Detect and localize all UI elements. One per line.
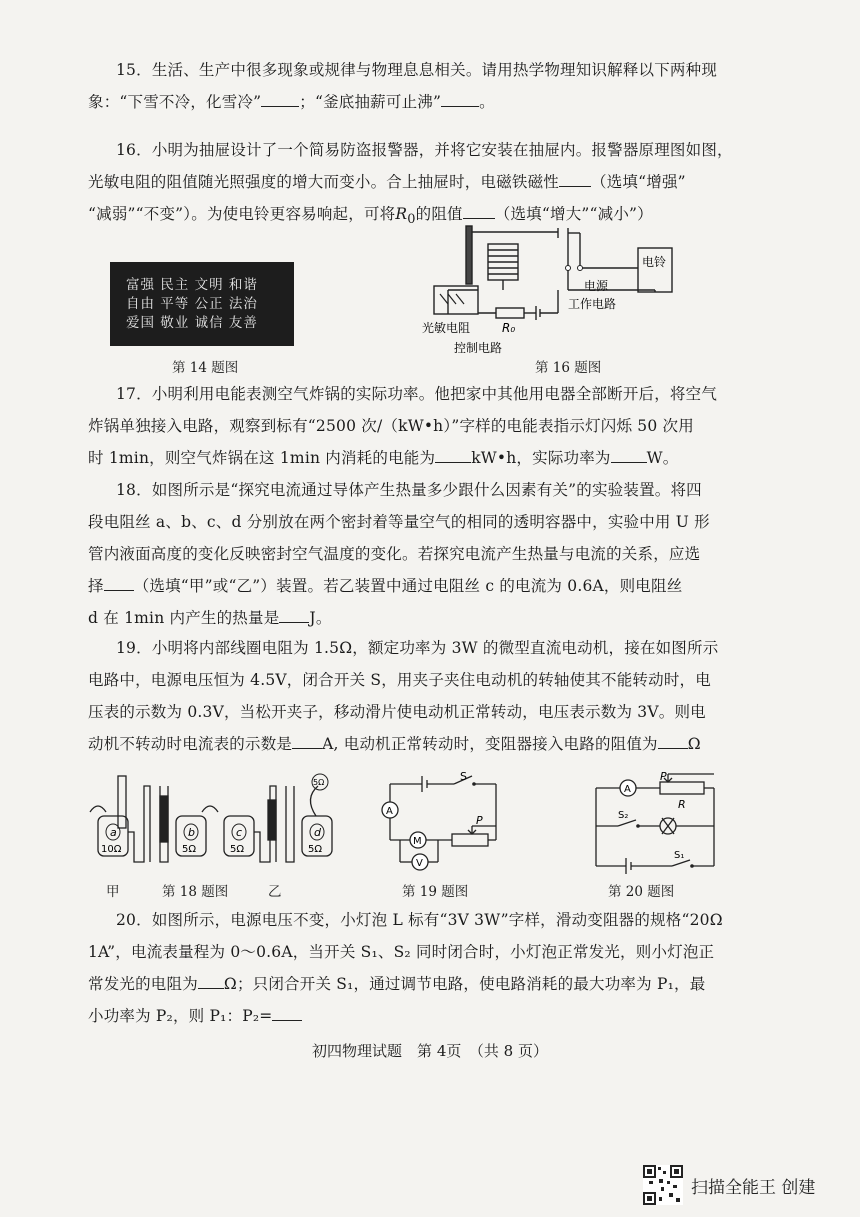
qr-code-icon (643, 1165, 683, 1205)
q16-blank-1[interactable] (559, 170, 591, 187)
q20-line1: 20．如图所示，电源电压不变，小灯泡 L 标有“3V 3W”字样，滑动变阻器的规格“20Ω (116, 911, 723, 929)
q20-blank-1[interactable] (198, 972, 224, 989)
q18-blank-2[interactable] (279, 606, 309, 623)
fig20-p: P (660, 770, 667, 783)
fig20-diagram (588, 770, 738, 880)
fig18-caption: 第 18 题图 (162, 884, 229, 900)
q19-line3: 压表的示数为 0.3V，当松开夹子，移动滑片使电动机正常转动，电压表示数为 3V。则电 (88, 703, 706, 721)
q18-line4: 择 （选填“甲”或“乙”）装置。若乙装置中通过电阻丝 c 的电流为 0.6A，则电阻丝 (88, 570, 772, 602)
fig18-rtop: 5Ω (313, 778, 325, 787)
question-18 (88, 474, 772, 634)
fig14-row1: 富强 民主 文明 和谐 (126, 277, 258, 293)
q19-blank-2[interactable] (658, 732, 688, 749)
fig19-m: M (413, 836, 422, 847)
fig19-s: S (460, 770, 467, 783)
fig16-work-label: 工作电路 (568, 297, 617, 311)
q16-blank-2[interactable] (463, 202, 495, 219)
q19-line4: 动机不转动时电流表的示数是 A, 电动机正常转动时，变阻器接入电路的阻值为 Ω (88, 728, 772, 760)
q20-line4: 小功率为 P₂，则 P₁：P₂= (88, 1000, 772, 1032)
fig18-c: c (236, 826, 243, 839)
fig18-rb: 5Ω (182, 844, 197, 855)
fig14-photo (110, 262, 294, 346)
fig16-control-label: 控制电路 (454, 341, 503, 355)
fig18-ra: 10Ω (101, 844, 122, 855)
fig20-s2: S₂ (618, 810, 629, 821)
fig14-caption: 第 14 题图 (172, 360, 239, 376)
q18-line5: d 在 1min 内产生的热量是 J。 (88, 602, 772, 634)
fig16-r0-label: R₀ (502, 321, 516, 335)
q18-line3: 管内液面高度的变化反映密封空气温度的变化。若探究电流产生热量与电流的关系，应选 (88, 545, 701, 563)
fig19-p: P (476, 814, 483, 827)
fig18-b: b (188, 826, 195, 839)
fig14-row2: 自由 平等 公正 法治 (126, 296, 258, 312)
fig18-rd: 5Ω (308, 844, 323, 855)
fig16-caption: 第 16 题图 (535, 360, 602, 376)
fig16-power-label: 电源 (584, 279, 609, 293)
q15-blank-1[interactable] (261, 90, 299, 107)
fig19-v: V (416, 858, 423, 869)
fig18-rc: 5Ω (230, 844, 245, 855)
q18-blank-1[interactable] (104, 574, 134, 591)
q17-blank-2[interactable] (611, 446, 647, 463)
fig20-s1: S₁ (674, 850, 685, 861)
q16-line3: “减弱”“不变”）。为使电铃更容易响起，可将$R_0$的阻值 （选填“增大”“减小”） (88, 198, 772, 236)
fig18-a: a (110, 826, 117, 839)
q17-line2: 炸锅单独接入电路，观察到标有“2500 次/（kW•h）”字样的电能表指示灯闪烁 50 次用 (88, 417, 694, 435)
q15-line1: 15．生活、生产中很多现象或规律与物理息息相关。请用热学物理知识解释以下两种现 (116, 61, 718, 79)
q18-line1: 18．如图所示是“探究电流通过导体产生热量多少跟什么因素有关”的实验装置。将四 (116, 481, 702, 499)
question-15 (88, 54, 772, 118)
question-19 (88, 632, 772, 760)
q16-line1: 16．小明为抽屉设计了一个简易防盗报警器，并将它安装在抽屉内。报警器原理图如图， (116, 141, 733, 159)
q17-line1: 17．小明利用电能表测空气炸锅的实际功率。他把家中其他用电器全部断开后，将空气 (116, 385, 718, 403)
scanner-stamp (643, 1165, 815, 1205)
q19-line2: 电路中，电源电压恒为 4.5V，闭合开关 S，用夹子夹住电动机的转轴使其不能转动时，电 (88, 671, 711, 689)
q18-line2: 段电阻丝 a、b、c、d 分别放在两个密封着等量空气的相同的透明容器中，实验中用 U 形 (88, 513, 710, 531)
fig16-diagram (418, 218, 688, 358)
q19-blank-1[interactable] (292, 732, 322, 749)
fig18-d: d (314, 826, 321, 839)
page-footer: 初四物理试题 第 4页 （共 8 页） (312, 1042, 548, 1060)
question-17 (88, 378, 772, 474)
fig20-caption: 第 20 题图 (608, 884, 675, 900)
q17-blank-1[interactable] (435, 446, 471, 463)
stamp-text: 扫描全能王 创建 (691, 1177, 816, 1198)
fig19-diagram (372, 770, 512, 880)
q19-line1: 19．小明将内部线圈电阻为 1.5Ω，额定功率为 3W 的微型直流电动机，接在如图所示 (116, 639, 719, 657)
fig16-bell-label: 电铃 (642, 255, 667, 269)
fig18-jia: 甲 (106, 884, 120, 900)
fig20-r: R (678, 798, 686, 811)
question-20 (88, 904, 772, 1032)
q20-line2: 1A”，电流表量程为 0～0.6A，当开关 S₁、S₂ 同时闭合时，小灯泡正常发光，则小灯泡正 (88, 943, 715, 961)
fig19-a: A (386, 806, 393, 817)
q17-line3: 时 1min，则空气炸锅在这 1min 内消耗的电能为 kW•h，实际功率为 W。 (88, 442, 772, 474)
q20-blank-2[interactable] (272, 1004, 302, 1021)
fig16-ldr-label: 光敏电阻 (422, 321, 471, 335)
fig18-yi: 乙 (268, 884, 282, 900)
fig14-row3: 爱国 敬业 诚信 友善 (126, 315, 258, 331)
fig20-a: A (624, 784, 631, 795)
q15-line2: 象：“下雪不冷，化雪冷” ；“釜底抽薪可止沸” 。 (88, 86, 772, 118)
fig18-diagram (84, 772, 344, 872)
q16-line2: 光敏电阻的阻值随光照强度的增大而变小。合上抽屉时，电磁铁磁性 （选填“增强” (88, 166, 772, 198)
fig19-caption: 第 19 题图 (402, 884, 469, 900)
q15-blank-2[interactable] (441, 90, 479, 107)
q20-line3: 常发光的电阻为 Ω；只闭合开关 S₁，通过调节电路，使电路消耗的最大功率为 P₁，最 (88, 968, 772, 1000)
